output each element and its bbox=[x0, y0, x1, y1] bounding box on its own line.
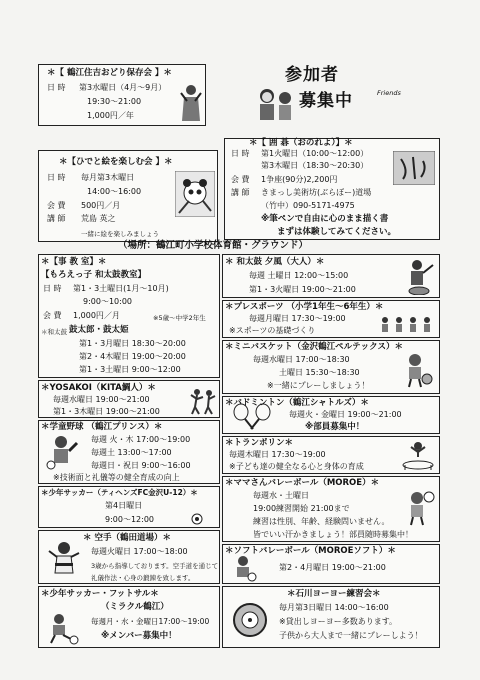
igo-schedule-label: 日 時 bbox=[231, 149, 250, 158]
futsal-box bbox=[38, 586, 220, 648]
igo-schedule2: 第3木曜日（18:30〜20:30） bbox=[261, 161, 369, 170]
futsal-row1: 毎週月・水・金曜日17:00〜19:00 bbox=[91, 617, 210, 626]
odori-fee: 1,000円／年 bbox=[87, 111, 134, 120]
drum-time: 9:00〜10:00 bbox=[83, 297, 133, 306]
drum-fee-note: ※5歳〜中学2年生 bbox=[153, 314, 206, 322]
trampoline-icon bbox=[401, 441, 435, 471]
drum-fee-label: 会 費 bbox=[43, 311, 62, 320]
recruit-banner bbox=[255, 62, 425, 132]
futsal-player-icon bbox=[45, 613, 79, 645]
baseball-note: ※技術面と礼儀等の健全育成の向上 bbox=[53, 473, 180, 482]
trampoline-title: ＊トランポリン＊ bbox=[225, 438, 294, 448]
yosakoi-row2: 第1・3木曜日 19:00〜21:00 bbox=[53, 407, 160, 416]
igo-note2: まずは体験してみてください。 bbox=[277, 227, 397, 237]
soccer-ball-icon bbox=[191, 513, 203, 525]
banner-friends: Friends bbox=[377, 89, 401, 97]
odori-time: 19:30〜21:00 bbox=[87, 97, 142, 106]
yosakoi-title: ＊YOSAKOI（KITA鯛人）＊ bbox=[41, 383, 156, 393]
dancer-illustration bbox=[179, 83, 203, 123]
soccer-row2: 9:00〜12:00 bbox=[105, 515, 155, 524]
painting-title: ＊【ひでと絵を楽しむ会 】＊ bbox=[59, 157, 173, 167]
painting-note: 一緒に絵を楽しみましょう bbox=[81, 230, 159, 238]
taiko-adult-row1: 毎週 土曜日 12:00〜15:00 bbox=[249, 271, 349, 280]
presports-title: ＊プレスポーツ （小学1年生〜6年生）＊ bbox=[225, 302, 384, 312]
yosakoi-row1: 毎週水曜日 19:00〜21:00 bbox=[53, 395, 150, 404]
soccer-title: ＊少年サッカー（ティヘンズFC金沢U-12）＊ bbox=[41, 488, 198, 497]
soccer-box bbox=[38, 486, 220, 528]
yoyo-note2: 子供から大人まで一緒にプレーしよう！ bbox=[279, 631, 423, 640]
baseball-player-icon bbox=[45, 435, 79, 471]
volleyball-row1: 毎週水・土曜日 bbox=[253, 491, 309, 500]
painting-fee: 500円／月 bbox=[81, 201, 121, 210]
kids-sports-icon bbox=[379, 315, 437, 335]
drum-row1: 第1・3月曜日 18:30〜20:00 bbox=[79, 339, 186, 348]
drum-schedule: 第1・3土曜日(1月〜10月) bbox=[73, 284, 169, 293]
futsal-title: ＊少年サッカー・フットサル＊ bbox=[41, 589, 159, 599]
painting-schedule-label: 日 時 bbox=[47, 173, 66, 182]
painting-teacher: 荒島 英之 bbox=[81, 214, 116, 223]
basketball-box bbox=[222, 340, 440, 394]
yoyo-icon bbox=[231, 601, 269, 639]
igo-teacher-label: 講 師 bbox=[231, 188, 250, 197]
karate-box bbox=[38, 530, 220, 584]
softvolley-box bbox=[222, 544, 440, 584]
painting-schedule: 毎月第3木曜日 bbox=[81, 173, 135, 182]
taiko-adult-row2: 第1・3火曜日 19:00〜21:00 bbox=[249, 285, 356, 294]
taiko-adult-title: ＊ 和太鼓 夕風（大人）＊ bbox=[225, 257, 325, 267]
place-text: （場所：鶴江町小学校体育館・グラウンド） bbox=[118, 240, 309, 251]
presports-box bbox=[222, 300, 440, 338]
futsal-note: ※メンバー募集中！ bbox=[101, 631, 177, 641]
odori-schedule: 第3水曜日（4月〜9月） bbox=[79, 83, 167, 92]
yoyo-note1: ※貸出しヨーヨー多数あります。 bbox=[279, 617, 398, 626]
painting-box bbox=[38, 150, 218, 242]
volleyball-note2: 皆でいい汗かきましょう！部員随時募集中！ bbox=[253, 530, 413, 539]
painting-teacher-label: 講 師 bbox=[47, 214, 66, 223]
softvolley-child-icon bbox=[231, 555, 257, 583]
children-illustration bbox=[255, 86, 295, 126]
karate-note2: 礼儀作法・心身の鍛錬を致します。 bbox=[91, 574, 195, 582]
soccer-row1: 第4日曜日 bbox=[105, 501, 143, 510]
drum-schedule-label: 日 時 bbox=[43, 284, 62, 293]
futsal-sub: （ミラクル鶴江） bbox=[101, 602, 169, 612]
badminton-note: ※部員募集中！ bbox=[305, 422, 365, 432]
badminton-row1: 毎週火・金曜日 19:00〜21:00 bbox=[289, 410, 402, 419]
drum-sub: 【もろえっ子 和太鼓教室】 bbox=[41, 270, 146, 280]
calligraphy-image bbox=[393, 151, 435, 185]
baseball-row2: 毎週土 13:00〜17:00 bbox=[91, 448, 172, 457]
basketball-player-icon bbox=[399, 353, 433, 389]
banner-line1: 参加者 bbox=[285, 65, 339, 85]
igo-fee: 1争座(90分)2,200円 bbox=[261, 175, 338, 184]
odori-schedule-label: 日 時 bbox=[47, 83, 66, 92]
softvolley-row1: 第2・4月曜日 19:00〜21:00 bbox=[279, 563, 386, 572]
karate-row1: 毎週火曜日 17:00〜18:00 bbox=[91, 547, 188, 556]
drum-fee: 1,000円／月 bbox=[73, 311, 120, 320]
odori-title: ＊【 鶴江住吉おどり保存会 】＊ bbox=[47, 68, 172, 78]
basketball-row2: 土曜日 15:30〜18:30 bbox=[279, 368, 360, 377]
volleyball-player-icon bbox=[401, 491, 435, 527]
volleyball-title: ＊ママさんバレーボール（MOROE）＊ bbox=[225, 478, 380, 488]
basketball-title: ＊ミニバスケット（金沢鶴江ペルテックス）＊ bbox=[225, 342, 403, 352]
baseball-title: ＊学童野球 （鶴江プリンス）＊ bbox=[41, 422, 163, 432]
badminton-title: ＊バドミントン（鶴江シャトルズ）＊ bbox=[225, 398, 369, 408]
badminton-racket-icon bbox=[231, 403, 275, 431]
painting-time: 14:00〜16:00 bbox=[87, 187, 142, 196]
yoyo-row1: 毎月第3日曜日 14:00〜16:00 bbox=[279, 603, 389, 612]
trampoline-note: ※子ども達の健全なる心と身体の育成 bbox=[229, 462, 364, 471]
igo-phone: （竹中）090-5171-4975 bbox=[261, 201, 355, 210]
igo-note1: ※筆ペンで自由に心のまま描く書 bbox=[261, 214, 389, 224]
volleyball-note1: 練習は性別、年齢、経験問いません。 bbox=[253, 517, 390, 526]
panda-painting-image bbox=[175, 171, 215, 217]
drummer-icon bbox=[403, 259, 435, 295]
volleyball-box bbox=[222, 476, 440, 542]
presports-note: ※スポーツの基礎づくり bbox=[229, 326, 316, 335]
badminton-box bbox=[222, 396, 440, 434]
odori-box bbox=[38, 64, 206, 126]
softvolley-title: ＊ソフトバレーボール（MOROEソフト）＊ bbox=[225, 546, 396, 556]
yosakoi-box bbox=[38, 380, 220, 418]
igo-schedule1: 第1火曜日（10:00〜12:00） bbox=[261, 149, 369, 158]
baseball-box bbox=[38, 420, 220, 484]
volleyball-row2: 19:00練習開始 21:00まで bbox=[253, 504, 350, 513]
igo-fee-label: 会 費 bbox=[231, 175, 250, 184]
painting-fee-label: 会 費 bbox=[47, 201, 66, 210]
yosakoi-dancers-icon bbox=[189, 387, 217, 415]
karate-child-icon bbox=[47, 541, 81, 579]
karate-title: ＊ 空手（鶴田道場）＊ bbox=[83, 533, 171, 543]
basketball-row1: 毎週水曜日 17:00〜18:30 bbox=[253, 355, 350, 364]
baseball-row1: 毎週 火・木 17:00〜19:00 bbox=[91, 435, 191, 444]
taiko-adult-box bbox=[222, 254, 440, 298]
drum-row2: 第2・4木曜日 19:00〜20:00 bbox=[79, 352, 186, 361]
baseball-row3: 毎週日・祝日 9:00〜16:00 bbox=[91, 461, 191, 470]
drum-row3: 第1・3土曜日 9:00〜12:00 bbox=[79, 365, 181, 374]
drum-sub2: 鼓太郎・鼓太姫 bbox=[69, 325, 129, 335]
igo-title: ＊【 囲 碁（おのれよ）】＊ bbox=[249, 138, 353, 148]
drum-box bbox=[38, 254, 220, 378]
yoyo-box bbox=[222, 586, 440, 648]
drum-sub2-tag: ＊和太鼓 bbox=[41, 328, 67, 336]
presports-row1: 毎週月曜日 17:30〜19:00 bbox=[249, 314, 346, 323]
trampoline-box bbox=[222, 436, 440, 474]
igo-teacher: きまっし美術坊(ぶらぼー)道場 bbox=[261, 188, 372, 197]
yoyo-title: ＊石川ヨーヨー練習会＊ bbox=[287, 589, 381, 599]
banner-line2: 募集中 bbox=[299, 91, 353, 111]
trampoline-row1: 毎週木曜日 17:30〜19:00 bbox=[229, 450, 326, 459]
karate-note1: 3歳から指導しております。空手道を通じて bbox=[91, 562, 219, 570]
igo-box bbox=[224, 138, 440, 240]
drum-title: ＊【事 教 室】＊ bbox=[41, 257, 107, 267]
basketball-note: ※一緒にプレーしましょう！ bbox=[267, 381, 370, 390]
